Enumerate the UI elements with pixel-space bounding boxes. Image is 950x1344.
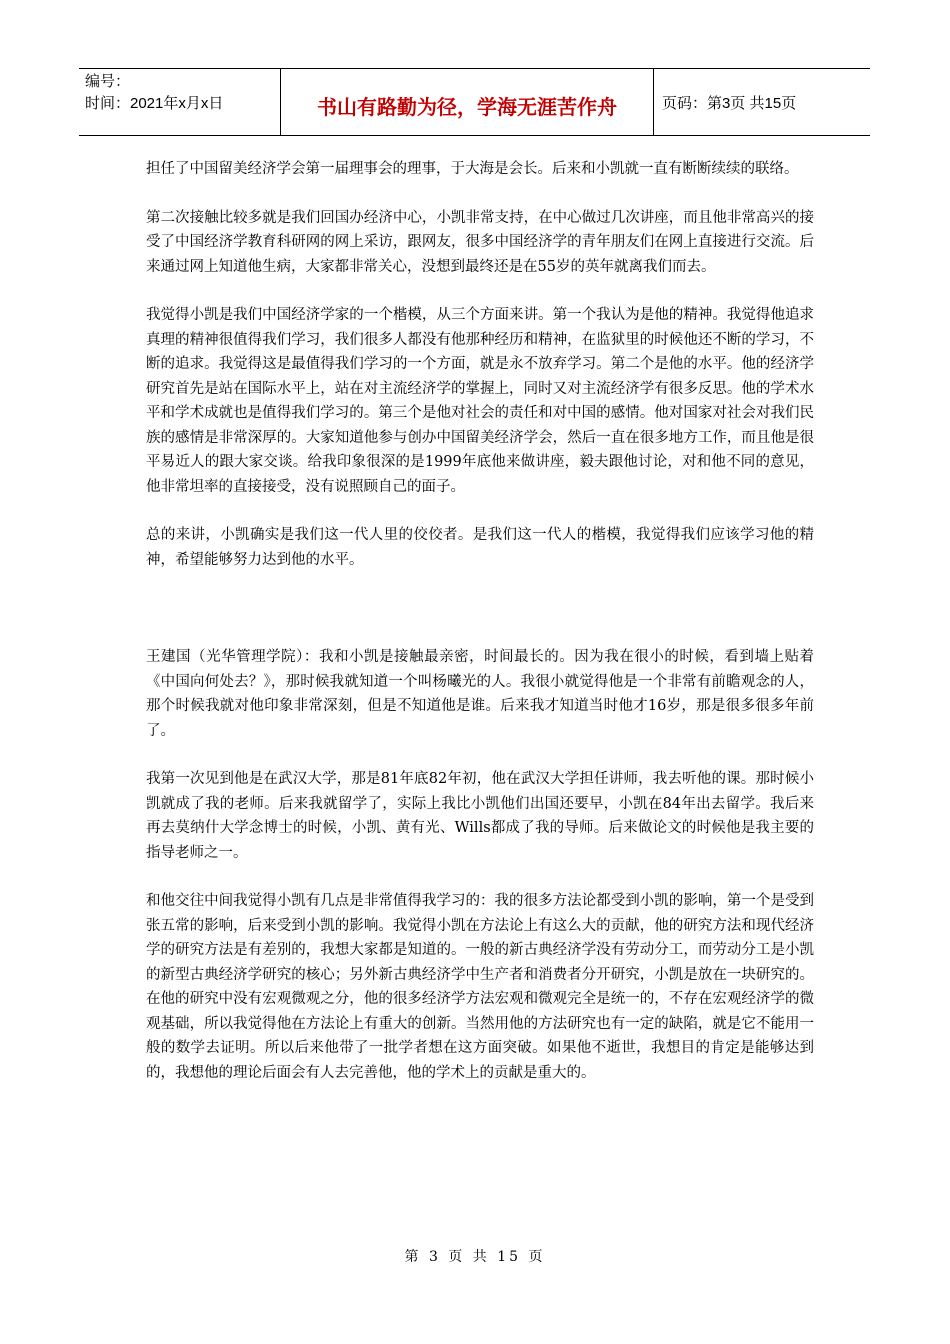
body-paragraph: 我觉得小凯是我们中国经济学家的一个楷模，从三个方面来讲。第一个我认为是他的精神。我觉得他追求真理的精神很值得我们学习，我们很多人都没有他那种经历和精神，在监狱里的时候他还不断的学习，不断的追求。我觉得这是最值得我们学习的一个方面，就是永不放弃学习。第二个是他的水平。他的经济学研究首先是站在国际水平上，站在对主流经济学的掌握上，同时又对主流经济学有很多反思。他的学术水平和学术成就也是值得我们学习的。第三个是他对社会的责任和对中国的感情。他对国家对社会对我们民族的感情是非常深厚的。大家知道他参与创办中国留美经济学会，然后一直在很多地方工作，而且他是很平易近人的跟大家交谈。给我印象很深的是1999年底他来做讲座，毅夫跟他讨论，对和他不同的意见，他非常坦率的直接接受，没有说照顾自己的面子。: [146, 307, 814, 495]
document-date-label: 时间：2021年x月x日: [85, 95, 224, 112]
header-page-label: 页码：第3页 共15页: [662, 94, 797, 112]
document-number-label: 编号：: [85, 73, 131, 90]
body-paragraph: 和他交往中间我觉得小凯有几点是非常值得我学习的：我的很多方法论都受到小凯的影响，第一个是受到张五常的影响，后来受到小凯的影响。我觉得小凯在方法论上有这么大的贡献，他的研究方法和现代经济学的研究方法是有差别的，我想大家都是知道的。一般的新古典经济学没有劳动分工，而劳动分工是小凯的新型古典经济学研究的核心；另外新古典经济学中生产者和消费者分开研究，小凯是放在一块研究的。在他的研究中没有宏观微观之分，他的很多经济学方法宏观和微观完全是统一的，不存在宏观经济学的微观基础，所以我觉得他在方法论上有重大的创新。当然用他的方法研究也有一定的缺陷，就是它不能用一般的数学去证明。所以后来他带了一批学者想在这方面突破。如果他不逝世，我想目的肯定是能够达到的，我想他的理论后面会有人去完善他，他的学术上的贡献是重大的。: [146, 893, 814, 1081]
page-header: [79, 68, 870, 136]
body-paragraph: 担任了中国留美经济学会第一届理事会的理事，于大海是会长。后来和小凯就一直有断断续续的联络。: [146, 161, 799, 177]
body-paragraph: 我第一次见到他是在武汉大学，那是81年底82年初，他在武汉大学担任讲师，我去听他的课。那时候小凯就成了我的老师。后来我就留学了，实际上我比小凯他们出国还要早，小凯在84年出去留学。我后来再去莫纳什大学念博士的时候，小凯、黄有光、Wills都成了我的导师。后来做论文的时候他是我主要的指导老师之一。: [146, 771, 814, 861]
header-page-cell: [654, 69, 870, 135]
header-meta-cell: [79, 69, 280, 135]
header-motto-cell: [280, 69, 654, 135]
body-paragraph: 第二次接触比较多就是我们回国办经济中心，小凯非常支持，在中心做过几次讲座，而且他非常高兴的接受了中国经济学教育科研网的网上采访，跟网友，很多中国经济学的青年朋友们在网上直接进行交流。后来通过网上知道他生病，大家都非常关心，没想到最终还是在55岁的英年就离我们而去。: [146, 209, 814, 275]
header-motto: 书山有路勤为径，学海无涯苦作舟: [317, 96, 617, 119]
document-body: [146, 157, 814, 1109]
blank-spacer: [146, 596, 814, 645]
page-footer: 第 3 页 共 15 页: [404, 1249, 546, 1265]
body-paragraph: 总的来讲，小凯确实是我们这一代人里的佼佼者。是我们这一代人的楷模，我觉得我们应该学习他的精神，希望能够努力达到他的水平。: [146, 527, 814, 568]
body-paragraph: 王建国（光华管理学院）：我和小凯是接触最亲密，时间最长的。因为我在很小的时候，看到墙上贴着《中国向何处去？》，那时候我就知道一个叫杨曦光的人。我很小就觉得他是一个非常有前瞻观念的人，那个时候我就对他印象非常深刻，但是不知道他是谁。后来我才知道当时他才16岁，那是很多很多年前了。: [146, 649, 814, 739]
